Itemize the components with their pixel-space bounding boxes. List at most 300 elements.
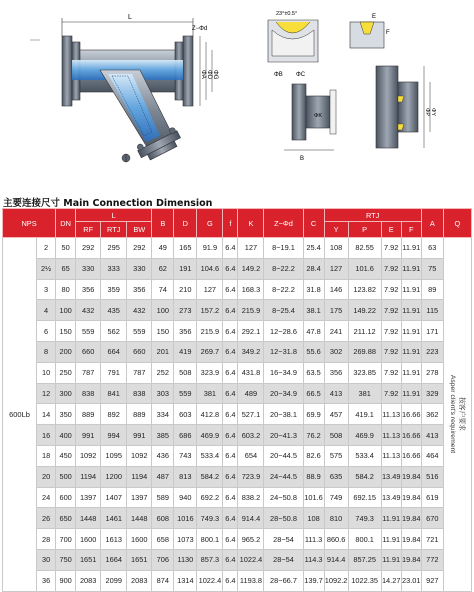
table-row (3, 238, 472, 259)
cell-k: 838.2 (238, 487, 264, 508)
cell-nps: 18 (37, 445, 56, 466)
cell-p: 800.1 (348, 529, 381, 550)
cell-e: 11.13 (381, 425, 401, 446)
cell-y: 108 (324, 238, 348, 259)
cell-rf: 1600 (76, 529, 101, 550)
dim-z-phi-d-label: Z−Φd (192, 26, 208, 32)
cell-k: 1022.4 (238, 549, 264, 570)
cell-f2: 19.84 (401, 529, 421, 550)
cell-zd: 28−50.8 (264, 508, 303, 529)
cell-nps: 14 (37, 404, 56, 425)
cell-rf: 559 (76, 321, 101, 342)
cell-bw: 1092 (127, 445, 152, 466)
cell-f2: 19.84 (401, 466, 421, 487)
cell-c: 38.1 (303, 300, 324, 321)
cell-y: 457 (324, 404, 348, 425)
cell-d: 1314 (174, 570, 197, 591)
cell-b: 385 (152, 425, 174, 446)
cell-rf: 838 (76, 383, 101, 404)
cell-f2: 11.91 (401, 258, 421, 279)
cell-y: 175 (324, 300, 348, 321)
cell-f2: 16.66 (401, 445, 421, 466)
cell-f2: 11.91 (401, 279, 421, 300)
cell-f: 6.4 (223, 466, 238, 487)
cell-a: 223 (421, 341, 443, 362)
table-row (3, 279, 472, 300)
cell-c: 139.7 (303, 570, 324, 591)
cell-bw: 2083 (127, 570, 152, 591)
rtj-groove-drawing (350, 14, 390, 48)
cell-rf: 1194 (76, 466, 101, 487)
cell-d: 559 (174, 383, 197, 404)
table-row (3, 258, 472, 279)
table-row (3, 300, 472, 321)
cell-a: 63 (421, 238, 443, 259)
cell-dn: 50 (56, 238, 76, 259)
cell-f: 6.4 (223, 321, 238, 342)
cell-zd: 8−22.2 (264, 279, 303, 300)
cell-b: 201 (152, 341, 174, 362)
cell-f2: 19.84 (401, 549, 421, 570)
cell-dn: 400 (56, 425, 76, 446)
header-f: f (223, 209, 238, 238)
header-rtj-group: RTJ (324, 209, 421, 222)
rtj-flange-section-drawing (376, 66, 436, 148)
cell-g: 692.2 (197, 487, 223, 508)
cell-bw: 432 (127, 300, 152, 321)
cell-y: 914.4 (324, 549, 348, 570)
cell-e: 11.13 (381, 445, 401, 466)
table-body (3, 238, 472, 592)
cell-rf: 356 (76, 279, 101, 300)
cell-dn: 300 (56, 383, 76, 404)
cell-bw: 330 (127, 258, 152, 279)
cell-e: 7.92 (381, 279, 401, 300)
cell-zd: 16−34.9 (264, 362, 303, 383)
cell-a: 115 (421, 300, 443, 321)
cell-rf: 889 (76, 404, 101, 425)
cell-e: 7.92 (381, 321, 401, 342)
cell-c: 66.5 (303, 383, 324, 404)
table-row (3, 466, 472, 487)
cell-c: 76.2 (303, 425, 324, 446)
cell-c: 55.6 (303, 341, 324, 362)
cell-f2: 23.01 (401, 570, 421, 591)
cell-nps: 30 (37, 549, 56, 570)
cell-d: 603 (174, 404, 197, 425)
header-k: K (238, 209, 264, 238)
cell-rtj: 1461 (101, 508, 127, 529)
cell-nps: 10 (37, 362, 56, 383)
cell-k: 349.2 (238, 341, 264, 362)
cell-d: 508 (174, 362, 197, 383)
cell-y: 302 (324, 341, 348, 362)
header-q: Q (443, 209, 471, 238)
cell-zd: 8−22.2 (264, 258, 303, 279)
cell-c: 82.6 (303, 445, 324, 466)
cell-bw: 292 (127, 238, 152, 259)
cell-c: 114.3 (303, 549, 324, 570)
cell-p: 123.82 (348, 279, 381, 300)
cell-zd: 24−44.5 (264, 466, 303, 487)
cell-f2: 11.91 (401, 383, 421, 404)
dim-y-label: ΦY (430, 108, 436, 117)
cell-g: 104.6 (197, 258, 223, 279)
cell-f: 6.4 (223, 508, 238, 529)
cell-e: 11.91 (381, 529, 401, 550)
cell-a: 927 (421, 570, 443, 591)
header-dn: DN (56, 209, 76, 238)
cell-b: 436 (152, 445, 174, 466)
cell-rtj: 1407 (101, 487, 127, 508)
cell-c: 101.6 (303, 487, 324, 508)
cell-dn: 65 (56, 258, 76, 279)
cell-y: 575 (324, 445, 348, 466)
cell-g: 584.2 (197, 466, 223, 487)
cell-f: 6.4 (223, 549, 238, 570)
cell-b: 252 (152, 362, 174, 383)
cell-bw: 1194 (127, 466, 152, 487)
cell-c: 25.4 (303, 238, 324, 259)
cell-rtj: 333 (101, 258, 127, 279)
cell-f: 6.4 (223, 300, 238, 321)
cell-p: 533.4 (348, 445, 381, 466)
cell-dn: 80 (56, 279, 76, 300)
q-requirement-cell (443, 238, 471, 592)
cell-rtj: 892 (101, 404, 127, 425)
cell-a: 772 (421, 549, 443, 570)
cell-k: 168.3 (238, 279, 264, 300)
cell-rf: 660 (76, 341, 101, 362)
cell-nps: 28 (37, 529, 56, 550)
cell-zd: 20−34.9 (264, 383, 303, 404)
cell-k: 215.9 (238, 300, 264, 321)
cell-p: 381 (348, 383, 381, 404)
cell-g: 412.8 (197, 404, 223, 425)
dim-phi-g-label: ΦG (212, 70, 218, 80)
cell-d: 210 (174, 279, 197, 300)
cell-g: 127 (197, 279, 223, 300)
cell-a: 619 (421, 487, 443, 508)
cell-y: 146 (324, 279, 348, 300)
header-rf: RF (76, 222, 101, 238)
cell-e: 7.92 (381, 341, 401, 362)
valve-drawings (0, 0, 474, 190)
cell-b: 589 (152, 487, 174, 508)
cell-e: 13.49 (381, 466, 401, 487)
cell-a: 278 (421, 362, 443, 383)
cell-dn: 900 (56, 570, 76, 591)
cell-k: 292.1 (238, 321, 264, 342)
header-a: A (421, 209, 443, 238)
section-title: 主要连接尺寸 Main Connection Dimension (3, 198, 213, 209)
cell-zd: 24−50.8 (264, 487, 303, 508)
table-row (3, 508, 472, 529)
cell-nps: 16 (37, 425, 56, 446)
cell-bw: 787 (127, 362, 152, 383)
cell-d: 273 (174, 300, 197, 321)
cell-bw: 660 (127, 341, 152, 362)
cell-b: 608 (152, 508, 174, 529)
cell-e: 7.92 (381, 362, 401, 383)
cell-nps: 36 (37, 570, 56, 591)
cell-rtj: 435 (101, 300, 127, 321)
cell-p: 101.6 (348, 258, 381, 279)
cell-bw: 1600 (127, 529, 152, 550)
cell-rtj: 2099 (101, 570, 127, 591)
cell-nps: 2½ (37, 258, 56, 279)
table-row (3, 487, 472, 508)
cell-nps: 4 (37, 300, 56, 321)
cell-f: 6.4 (223, 487, 238, 508)
cell-rtj: 664 (101, 341, 127, 362)
cell-e: 7.92 (381, 383, 401, 404)
table-row (3, 404, 472, 425)
dim-k-label: ΦK (314, 113, 323, 119)
table-row (3, 570, 472, 591)
cell-a: 413 (421, 425, 443, 446)
table-row (3, 425, 472, 446)
cell-p: 419.1 (348, 404, 381, 425)
header-rtj: RTJ (101, 222, 127, 238)
dim-b-label: B (300, 156, 305, 162)
cell-rf: 787 (76, 362, 101, 383)
header-f2: F (401, 222, 421, 238)
cell-b: 49 (152, 238, 174, 259)
cell-a: 329 (421, 383, 443, 404)
cell-a: 464 (421, 445, 443, 466)
table-row (3, 321, 472, 342)
cell-d: 686 (174, 425, 197, 446)
cell-b: 62 (152, 258, 174, 279)
cell-rf: 1448 (76, 508, 101, 529)
cell-e: 11.91 (381, 549, 401, 570)
cell-k: 965.2 (238, 529, 264, 550)
cell-d: 165 (174, 238, 197, 259)
cell-p: 323.85 (348, 362, 381, 383)
cell-p: 857.25 (348, 549, 381, 570)
dim-e-label: E (372, 14, 377, 20)
dimension-table (2, 208, 472, 592)
header-d: D (174, 209, 197, 238)
cell-bw: 1448 (127, 508, 152, 529)
dim-l-label: L (128, 14, 132, 21)
cell-g: 157.2 (197, 300, 223, 321)
cell-e: 13.49 (381, 487, 401, 508)
cell-nps: 2 (37, 238, 56, 259)
cell-y: 810 (324, 508, 348, 529)
q-note-cn: 按客户要求 (458, 397, 466, 432)
cell-p: 82.55 (348, 238, 381, 259)
dim-phi-c-label: ΦC (296, 72, 306, 78)
cell-f2: 11.91 (401, 362, 421, 383)
cell-f: 6.4 (223, 425, 238, 446)
cell-p: 1022.35 (348, 570, 381, 591)
table-row (3, 341, 472, 362)
cell-dn: 750 (56, 549, 76, 570)
cell-rtj: 841 (101, 383, 127, 404)
cell-g: 381 (197, 383, 223, 404)
dim-phi-d-label: ΦD (206, 70, 212, 80)
cell-rtj: 295 (101, 238, 127, 259)
cell-nps: 3 (37, 279, 56, 300)
cell-rf: 1092 (76, 445, 101, 466)
cell-p: 149.22 (348, 300, 381, 321)
cell-y: 508 (324, 425, 348, 446)
cell-f2: 16.66 (401, 425, 421, 446)
cell-d: 1130 (174, 549, 197, 570)
cell-k: 431.8 (238, 362, 264, 383)
cell-c: 28.4 (303, 258, 324, 279)
cell-k: 723.9 (238, 466, 264, 487)
cell-bw: 991 (127, 425, 152, 446)
cell-d: 1016 (174, 508, 197, 529)
cell-y: 356 (324, 362, 348, 383)
cell-dn: 450 (56, 445, 76, 466)
cell-p: 749.3 (348, 508, 381, 529)
cell-b: 303 (152, 383, 174, 404)
header-y: Y (324, 222, 348, 238)
cell-f: 6.4 (223, 570, 238, 591)
cell-rtj: 1613 (101, 529, 127, 550)
cell-nps: 20 (37, 466, 56, 487)
cell-f2: 16.66 (401, 404, 421, 425)
dim-f-label: F (386, 30, 390, 36)
cell-rtj: 562 (101, 321, 127, 342)
cell-d: 813 (174, 466, 197, 487)
cell-c: 111.3 (303, 529, 324, 550)
table-row (3, 445, 472, 466)
cell-zd: 20−41.3 (264, 425, 303, 446)
cell-c: 88.9 (303, 466, 324, 487)
cell-dn: 100 (56, 300, 76, 321)
cell-y: 127 (324, 258, 348, 279)
q-note-en: Asper client's requirement (449, 375, 457, 454)
cell-rtj: 1200 (101, 466, 127, 487)
cell-e: 11.13 (381, 404, 401, 425)
cell-f2: 11.91 (401, 300, 421, 321)
cell-dn: 700 (56, 529, 76, 550)
cell-g: 533.4 (197, 445, 223, 466)
header-g: G (197, 209, 223, 238)
cell-f: 6.4 (223, 383, 238, 404)
header-c: C (303, 209, 324, 238)
q-requirement-note (448, 375, 466, 453)
cell-k: 127 (238, 238, 264, 259)
cell-f: 6.4 (223, 404, 238, 425)
cell-y: 1092.2 (324, 570, 348, 591)
cell-g: 1022.4 (197, 570, 223, 591)
header-bw: BW (127, 222, 152, 238)
cell-a: 171 (421, 321, 443, 342)
cell-g: 215.9 (197, 321, 223, 342)
cell-rf: 330 (76, 258, 101, 279)
cell-d: 356 (174, 321, 197, 342)
table-row (3, 362, 472, 383)
cell-g: 91.9 (197, 238, 223, 259)
cell-e: 7.92 (381, 258, 401, 279)
cell-dn: 250 (56, 362, 76, 383)
cell-a: 721 (421, 529, 443, 550)
dim-p-label: ΦP (424, 108, 430, 117)
cell-bw: 356 (127, 279, 152, 300)
dim-phi-a-label: ΦA (200, 70, 206, 79)
cell-p: 692.15 (348, 487, 381, 508)
cell-f: 6.4 (223, 445, 238, 466)
cell-nps: 26 (37, 508, 56, 529)
cell-f2: 19.84 (401, 487, 421, 508)
cell-dn: 650 (56, 508, 76, 529)
cell-rtj: 1664 (101, 549, 127, 570)
cell-p: 469.9 (348, 425, 381, 446)
cell-b: 874 (152, 570, 174, 591)
cell-g: 857.3 (197, 549, 223, 570)
cell-a: 75 (421, 258, 443, 279)
cell-zd: 12−28.6 (264, 321, 303, 342)
cell-b: 487 (152, 466, 174, 487)
angle-label: 23°±0.5° (276, 11, 298, 17)
cell-rf: 432 (76, 300, 101, 321)
cell-f: 6.4 (223, 258, 238, 279)
cell-g: 323.9 (197, 362, 223, 383)
header-e: E (381, 222, 401, 238)
header-l: L (76, 209, 152, 222)
cell-d: 1073 (174, 529, 197, 550)
cell-k: 654 (238, 445, 264, 466)
cell-g: 269.7 (197, 341, 223, 362)
cell-k: 527.1 (238, 404, 264, 425)
cell-d: 419 (174, 341, 197, 362)
cell-d: 940 (174, 487, 197, 508)
cell-zd: 28−54 (264, 549, 303, 570)
cell-c: 108 (303, 508, 324, 529)
cell-zd: 20−38.1 (264, 404, 303, 425)
cell-f2: 11.91 (401, 321, 421, 342)
cell-dn: 600 (56, 487, 76, 508)
cell-p: 584.2 (348, 466, 381, 487)
cell-zd: 28−54 (264, 529, 303, 550)
header-b: B (152, 209, 174, 238)
cell-y: 413 (324, 383, 348, 404)
cell-b: 74 (152, 279, 174, 300)
cell-nps: 6 (37, 321, 56, 342)
cell-dn: 350 (56, 404, 76, 425)
cell-rtj: 1095 (101, 445, 127, 466)
cell-dn: 500 (56, 466, 76, 487)
cell-b: 658 (152, 529, 174, 550)
cell-c: 31.8 (303, 279, 324, 300)
cell-g: 749.3 (197, 508, 223, 529)
header-nps: NPS (3, 209, 56, 238)
cell-rf: 991 (76, 425, 101, 446)
dim-phi-b-label: ΦB (274, 72, 283, 78)
table-row (3, 383, 472, 404)
cell-a: 362 (421, 404, 443, 425)
cell-bw: 838 (127, 383, 152, 404)
cell-p: 211.12 (348, 321, 381, 342)
cell-bw: 1397 (127, 487, 152, 508)
cell-rf: 1397 (76, 487, 101, 508)
cell-f: 6.4 (223, 279, 238, 300)
cell-a: 89 (421, 279, 443, 300)
cell-rtj: 359 (101, 279, 127, 300)
cell-bw: 889 (127, 404, 152, 425)
cell-b: 706 (152, 549, 174, 570)
table-row (3, 549, 472, 570)
cell-zd: 8−19.1 (264, 238, 303, 259)
cell-k: 1193.8 (238, 570, 264, 591)
cell-dn: 200 (56, 341, 76, 362)
